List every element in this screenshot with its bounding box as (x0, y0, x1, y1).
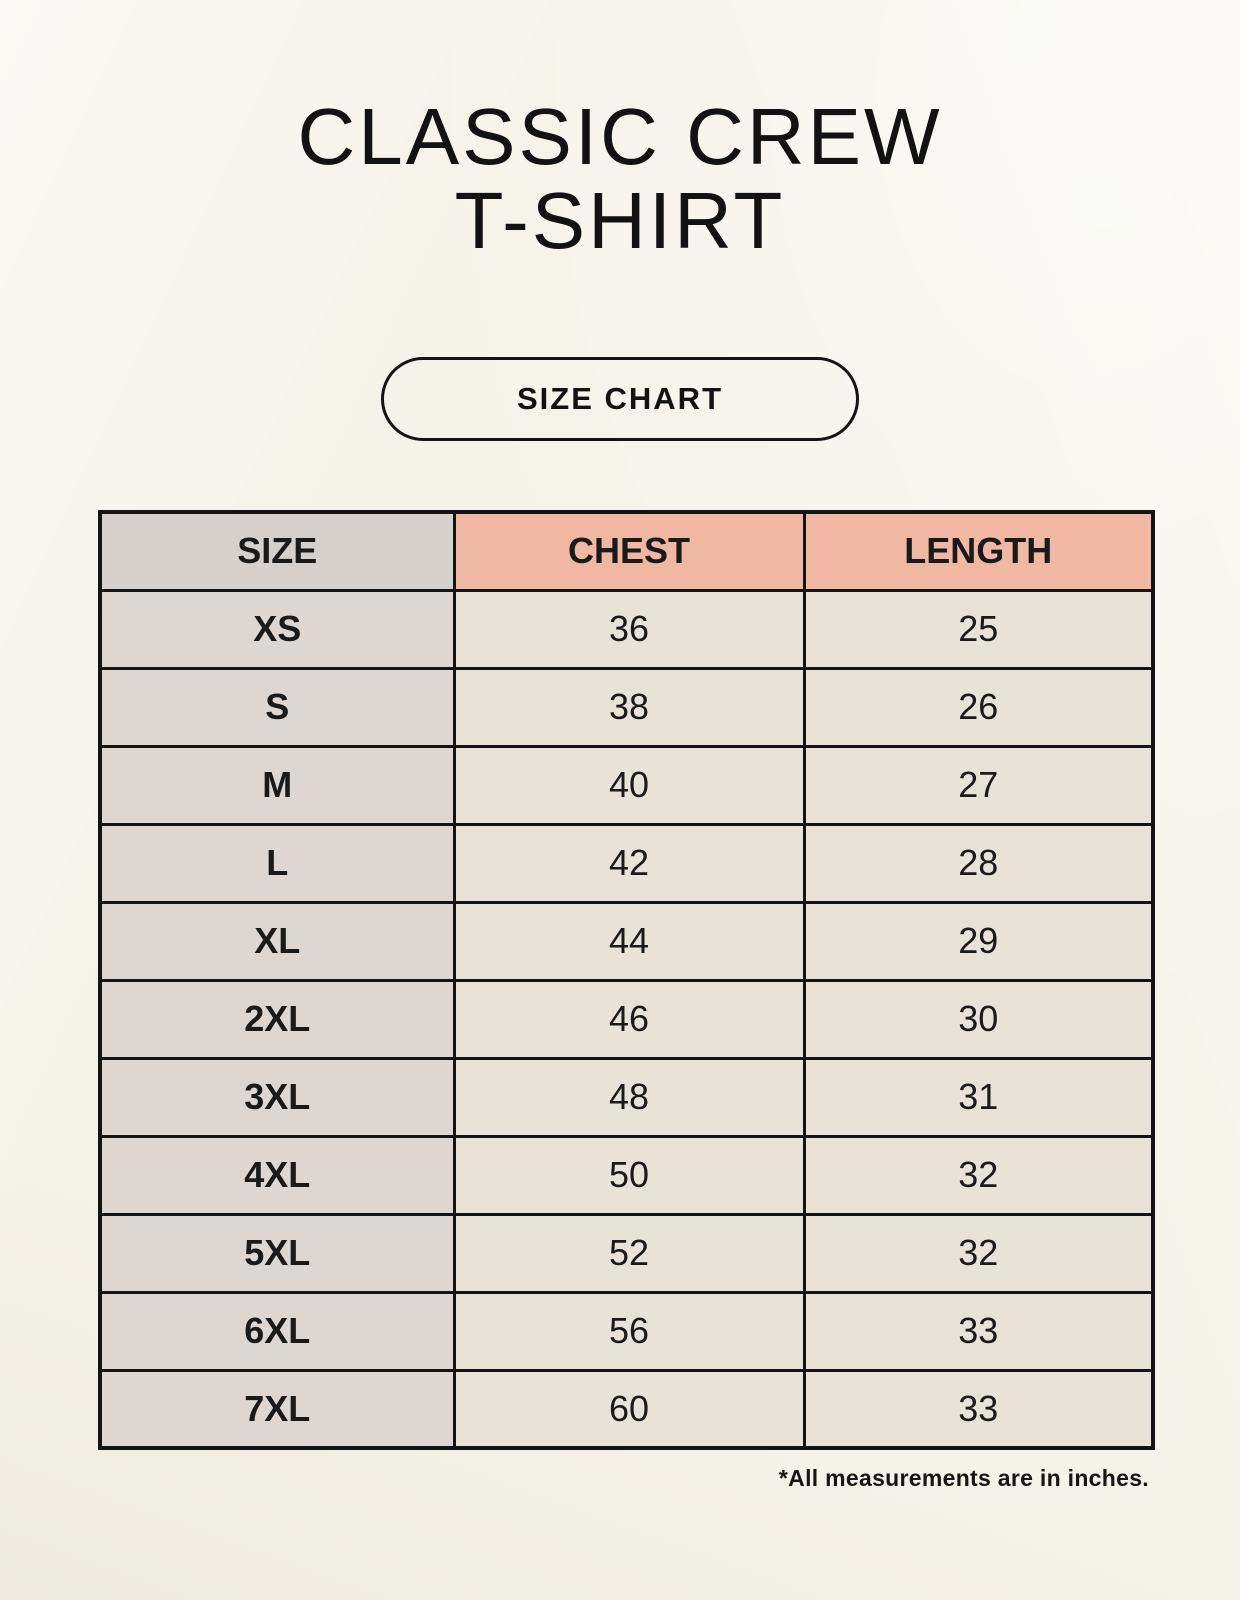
length-cell: 28 (804, 824, 1153, 902)
chest-cell: 36 (454, 590, 804, 668)
length-cell: 30 (804, 980, 1153, 1058)
size-chart-badge-label: SIZE CHART (517, 381, 723, 416)
chest-cell: 60 (454, 1370, 804, 1448)
table-row (100, 824, 1153, 902)
length-cell: 33 (804, 1292, 1153, 1370)
chest-cell: 56 (454, 1292, 804, 1370)
length-cell: 33 (804, 1370, 1153, 1448)
chest-cell: 50 (454, 1136, 804, 1214)
length-cell: 31 (804, 1058, 1153, 1136)
table-row (100, 590, 1153, 668)
length-cell: 29 (804, 902, 1153, 980)
size-chart-badge[interactable] (381, 357, 859, 441)
table-header-row (100, 512, 1153, 590)
length-cell: 27 (804, 746, 1153, 824)
size-cell: 7XL (100, 1370, 454, 1448)
size-cell: 5XL (100, 1214, 454, 1292)
page-title (0, 0, 1240, 263)
chest-cell: 40 (454, 746, 804, 824)
table-row (100, 668, 1153, 746)
size-cell: XL (100, 902, 454, 980)
column-header-length: LENGTH (804, 512, 1153, 590)
table-row (100, 1214, 1153, 1292)
table-row (100, 1370, 1153, 1448)
table-row (100, 746, 1153, 824)
length-cell: 25 (804, 590, 1153, 668)
size-cell: XS (100, 590, 454, 668)
length-cell: 32 (804, 1136, 1153, 1214)
chest-cell: 44 (454, 902, 804, 980)
table-row (100, 902, 1153, 980)
chest-cell: 52 (454, 1214, 804, 1292)
size-cell: 2XL (100, 980, 454, 1058)
size-cell: 4XL (100, 1136, 454, 1214)
table-row (100, 980, 1153, 1058)
size-cell: M (100, 746, 454, 824)
size-cell: S (100, 668, 454, 746)
size-cell: 3XL (100, 1058, 454, 1136)
page-title-line-2: T-SHIRT (454, 176, 786, 265)
size-cell: 6XL (100, 1292, 454, 1370)
measurements-footnote: *All measurements are in inches. (778, 1465, 1149, 1491)
chest-cell: 48 (454, 1058, 804, 1136)
chest-cell: 46 (454, 980, 804, 1058)
size-cell: L (100, 824, 454, 902)
size-chart-table (98, 510, 1155, 1450)
table-row (100, 1292, 1153, 1370)
table-row (100, 1058, 1153, 1136)
page-title-line-1: CLASSIC CREW (297, 92, 943, 181)
table-row (100, 1136, 1153, 1214)
column-header-size: SIZE (100, 512, 454, 590)
column-header-chest: CHEST (454, 512, 804, 590)
length-cell: 32 (804, 1214, 1153, 1292)
length-cell: 26 (804, 668, 1153, 746)
chest-cell: 42 (454, 824, 804, 902)
chest-cell: 38 (454, 668, 804, 746)
